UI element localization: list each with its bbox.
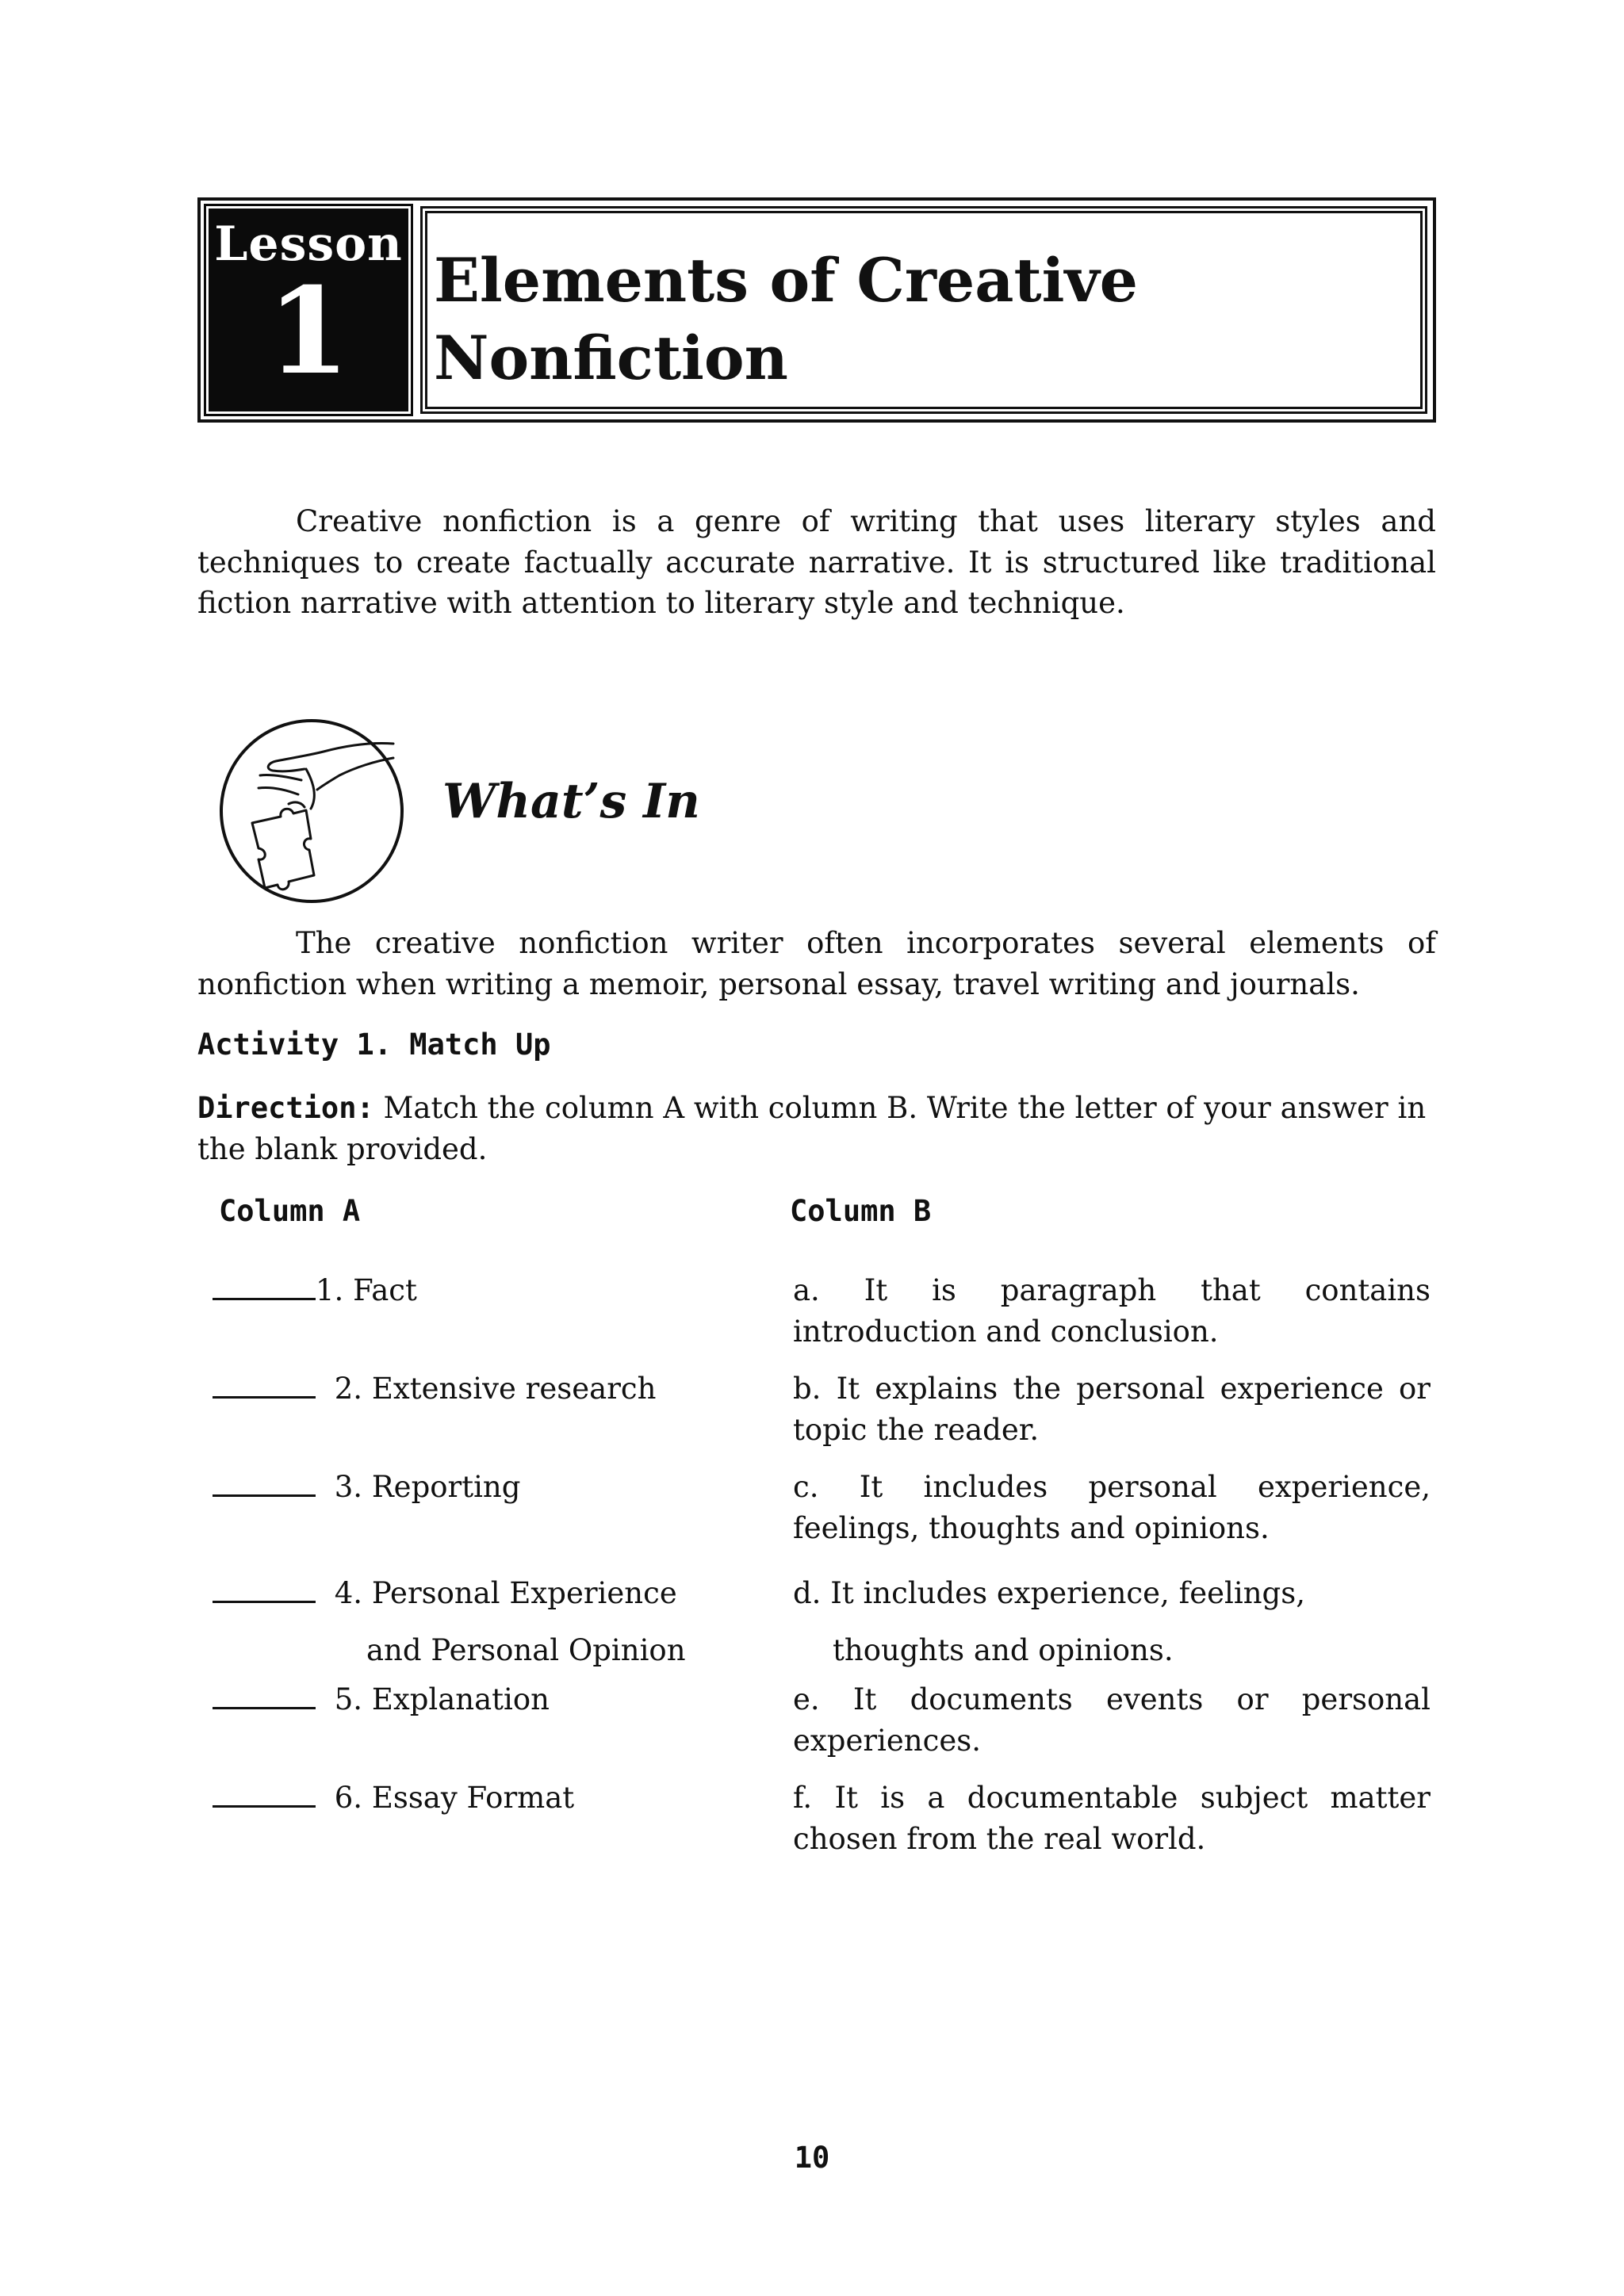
intro-paragraph: Creative nonfiction is a genre of writing that uses literary styles and techniques to create factually accurate narrative. It is structured like traditional fiction narrative with attention to literary style and technique. xyxy=(197,504,1436,620)
lesson-title-box xyxy=(420,206,1427,414)
column-a-item xyxy=(213,1565,686,1679)
column-a-item-text: 6. Essay Format xyxy=(325,1781,575,1815)
direction-text: Match the column A with column B. Write the letter of your answer in the blank provided. xyxy=(197,1091,1427,1166)
column-b-item: f. It is a documentable subject matter chosen from the real world. xyxy=(793,1781,1431,1856)
column-b-item xyxy=(793,1565,1431,1679)
column-b-item: b. It explains the personal experience or topic the reader. xyxy=(793,1372,1431,1447)
column-a-item-continuation: and Personal Opinion xyxy=(366,1633,686,1667)
lesson-label: Lesson xyxy=(214,216,403,272)
column-a-item-text: 3. Reporting xyxy=(325,1470,521,1504)
hand-holding-puzzle-piece-icon xyxy=(213,712,411,910)
column-a-item-text: 1. Fact xyxy=(316,1273,417,1307)
whats-in-paragraph: The creative nonfiction writer often incorporates several elements of nonfiction when writing a memoir, personal essay, travel writing and journals. xyxy=(197,926,1436,1001)
column-b-item: c. It includes personal experience, feelings, thoughts and opinions. xyxy=(793,1470,1431,1545)
column-b-header: Column B xyxy=(790,1194,932,1228)
lesson-title-line-2: Nonfiction xyxy=(434,323,788,393)
lesson-header xyxy=(197,197,1436,423)
column-a-item-text: 4. Personal Experience xyxy=(325,1576,677,1610)
column-b-item-text: d. It includes experience, feelings, xyxy=(793,1576,1305,1610)
lesson-title-line-1: Elements of Creative xyxy=(434,245,1138,316)
column-a-header: Column A xyxy=(219,1194,361,1228)
column-a-item-text: 2. Extensive research xyxy=(325,1372,657,1406)
lesson-number: 1 xyxy=(266,262,350,401)
column-a-item xyxy=(213,1368,656,1410)
answer-blank[interactable] xyxy=(213,1471,316,1497)
section-title-whats-in: What’s In xyxy=(442,774,700,829)
direction-label: Direction: xyxy=(197,1091,374,1125)
direction-paragraph xyxy=(197,1088,1436,1169)
column-a-item xyxy=(213,1777,574,1819)
answer-blank[interactable] xyxy=(213,1372,316,1399)
answer-blank[interactable] xyxy=(213,1683,316,1709)
column-b-item-continuation: thoughts and opinions. xyxy=(833,1633,1174,1667)
column-b-item: a. It is paragraph that contains introduction and conclusion. xyxy=(793,1273,1431,1349)
activity-title: Activity 1. Match Up xyxy=(197,1027,551,1062)
answer-blank[interactable] xyxy=(213,1577,316,1603)
column-a-item-text: 5. Explanation xyxy=(325,1682,550,1716)
answer-blank[interactable] xyxy=(213,1781,316,1808)
lesson-badge xyxy=(206,206,411,414)
column-a-item xyxy=(213,1467,520,1508)
answer-blank[interactable] xyxy=(213,1274,316,1300)
page-number: 10 xyxy=(794,2141,830,2175)
column-a-item xyxy=(213,1270,417,1311)
column-b-item: e. It documents events or personal experiences. xyxy=(793,1682,1431,1758)
column-a-item xyxy=(213,1679,550,1720)
